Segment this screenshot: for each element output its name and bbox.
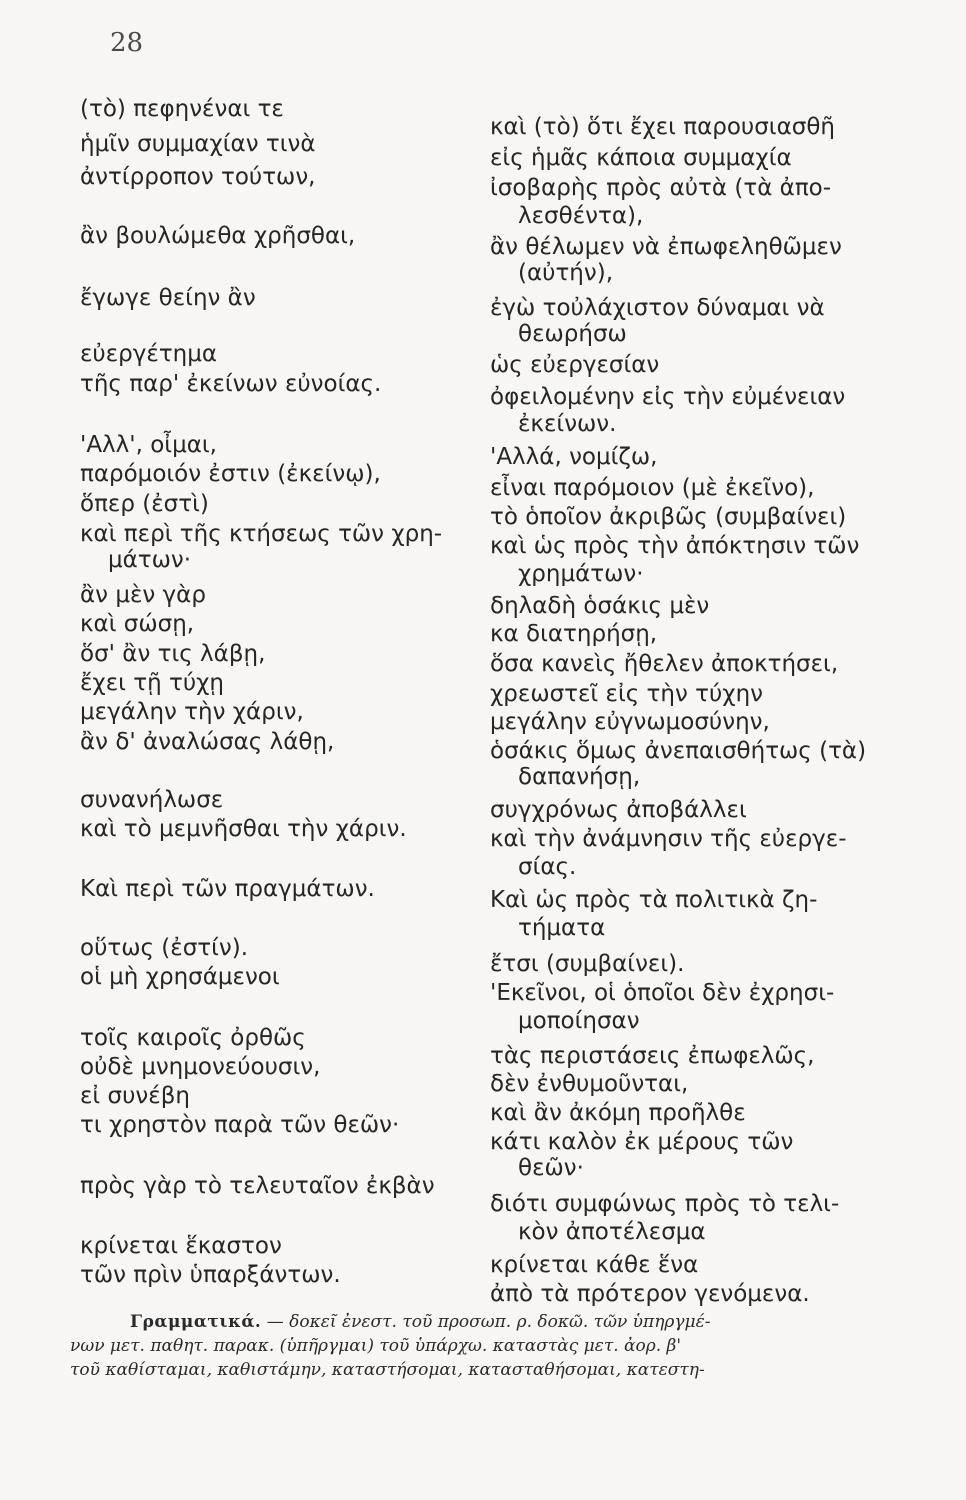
right-line: κὸν ἀποτέλεσμα <box>518 1219 706 1245</box>
left-line: τῶν πρὶν ὑπαρξάντων. <box>80 1262 341 1288</box>
right-line: 'Εκεῖνοι, οἱ ὁποῖοι δὲν ἐχρησι- <box>490 980 835 1006</box>
right-line: διότι συμφώνως πρὸς τὸ τελι- <box>490 1191 840 1217</box>
right-line: τὰς περιστάσεις ἐπωφελῶς, <box>490 1043 815 1069</box>
left-line: ὅπερ (ἐστὶ) <box>80 491 209 517</box>
right-line: θεωρήσω <box>518 321 627 347</box>
notes-line-2: νων μετ. παθητ. παρακ. (ὑπῆργμαι) τοῦ ὑπάρχω. καταστὰς μετ. ἀορ. β' <box>70 1336 682 1356</box>
right-line: εἰς ἡμᾶς κάποια συμμαχία <box>490 145 792 171</box>
right-line: τήματα <box>518 915 606 941</box>
left-line: Καὶ περὶ τῶν πραγμάτων. <box>80 876 375 902</box>
right-line: θεῶν· <box>518 1155 584 1181</box>
right-line: καὶ ὡς πρὸς τὴν ἀπόκτησιν τῶν <box>490 533 860 559</box>
left-line: τοῖς καιροῖς ὀρθῶς <box>80 1025 306 1051</box>
left-line: παρόμοιόν ἐστιν (ἐκείνῳ), <box>80 461 381 487</box>
notes-line-1: Γραμματικά. — δοκεῖ ἐνεστ. τοῦ προσωπ. ρ. δοκῶ. τῶν ὑπηργμέ- <box>130 1312 711 1332</box>
left-line: πρὸς γὰρ τὸ τελευταῖον ἐκβὰν <box>80 1173 435 1199</box>
right-line: Καὶ ὡς πρὸς τὰ πολιτικὰ ζη- <box>490 887 818 913</box>
left-line: καὶ τὸ μεμνῆσθαι τὴν χάριν. <box>80 816 407 842</box>
left-line: (τὸ) πεφηνέναι τε <box>80 96 284 122</box>
right-line: ἂν θέλωμεν νὰ ἐπωφεληθῶμεν <box>490 234 842 260</box>
left-line: συνανήλωσε <box>80 787 224 813</box>
right-line: ὡς εὐεργεσίαν <box>490 352 660 378</box>
right-line: συγχρόνως ἀποβάλλει <box>490 797 747 823</box>
right-line: ἔτσι (συμβαίνει). <box>490 951 685 977</box>
right-line: ἐγὼ τοὐλάχιστον δύναμαι νὰ <box>490 295 825 321</box>
left-line: κρίνεται ἕκαστον <box>80 1233 282 1259</box>
right-line: ἀπὸ τὰ πρότερον γενόμενα. <box>490 1281 810 1307</box>
right-line: τὸ ὁποῖον ἀκριβῶς (συμβαίνει) <box>490 504 847 530</box>
left-line: καὶ περὶ τῆς κτήσεως τῶν χρη- <box>80 521 443 547</box>
right-line: κα διατηρήσῃ, <box>490 621 658 647</box>
right-line: καὶ τὴν ἀνάμνησιν τῆς εὐεργε- <box>490 826 847 852</box>
right-line: δηλαδὴ ὁσάκις μὲν <box>490 593 710 619</box>
right-line: 'Αλλά, νομίζω, <box>490 444 658 470</box>
right-line: καὶ (τὸ) ὅτι ἔχει παρουσιασθῆ <box>490 114 835 140</box>
right-line: εἶναι παρόμοιον (μὲ ἐκεῖνο), <box>490 475 815 501</box>
right-line: ὁσάκις ὅμως ἀνεπαισθήτως (τὰ) <box>490 738 867 764</box>
right-line: ἰσοβαρὴς πρὸς αὐτὰ (τὰ ἀπο- <box>490 175 832 201</box>
left-line: εἰ συνέβη <box>80 1083 190 1109</box>
left-line: 'Αλλ', οἶμαι, <box>80 432 217 458</box>
left-line: ἔγωγε θείην ἂν <box>80 285 256 311</box>
right-line: ἐκείνων. <box>518 411 617 437</box>
right-line: ὅσα κανεὶς ἤθελεν ἀποκτήσει, <box>490 651 839 677</box>
left-line: μάτων· <box>108 547 192 573</box>
left-line: μεγάλην τὴν χάριν, <box>80 699 304 725</box>
left-line: οὕτως (ἐστίν). <box>80 935 249 961</box>
right-line: χρημάτων· <box>518 561 644 587</box>
left-line: ἂν δ' ἀναλώσας λάθῃ, <box>80 729 335 755</box>
right-line: δὲν ἐνθυμοῦνται, <box>490 1071 689 1097</box>
left-line: ἀντίρροπον τούτων, <box>80 164 316 190</box>
left-line: οἱ μὴ χρησάμενοι <box>80 964 280 990</box>
notes-line-3: τοῦ καθίσταμαι, καθιστάμην, καταστήσομαι, κατασταθήσομαι, κατεστη- <box>70 1360 705 1380</box>
notes-label: Γραμματικά. <box>130 1312 262 1332</box>
left-line: ἔχει τῇ τύχῃ <box>80 670 224 696</box>
left-line: τι χρηστὸν παρὰ τῶν θεῶν· <box>80 1112 400 1138</box>
right-line: καὶ ἂν ἀκόμη προῆλθε <box>490 1100 746 1126</box>
right-line: λεσθέντα), <box>518 203 644 229</box>
left-line: τῆς παρ' ἐκείνων εὐνοίας. <box>80 371 382 397</box>
right-line: μεγάλην εὐγνωμοσύνην, <box>490 709 770 735</box>
left-line: ὅσ' ἂν τις λάβῃ, <box>80 641 266 667</box>
page-number: 28 <box>110 28 144 58</box>
left-line: ἂν μὲν γὰρ <box>80 582 206 608</box>
right-line: κάτι καλὸν ἐκ μέρους τῶν <box>490 1129 794 1155</box>
left-line: οὐδὲ μνημονεύουσιν, <box>80 1054 321 1080</box>
right-line: μοποίησαν <box>518 1008 640 1034</box>
right-line: ὀφειλομένην εἰς τὴν εὐμένειαν <box>490 384 846 410</box>
left-line: ἡμῖν συμμαχίαν τινὰ <box>80 131 316 157</box>
right-line: σίας. <box>518 854 577 880</box>
right-line: (αὐτήν), <box>518 260 613 286</box>
left-line: ἂν βουλώμεθα χρῆσθαι, <box>80 223 356 249</box>
left-line: καὶ σώσῃ, <box>80 611 195 637</box>
right-line: κρίνεται κάθε ἕνα <box>490 1252 699 1278</box>
right-line: χρεωστεῖ εἰς τὴν τύχην <box>490 681 764 707</box>
left-line: εὐεργέτημα <box>80 341 218 367</box>
right-line: δαπανήσῃ, <box>518 764 641 790</box>
